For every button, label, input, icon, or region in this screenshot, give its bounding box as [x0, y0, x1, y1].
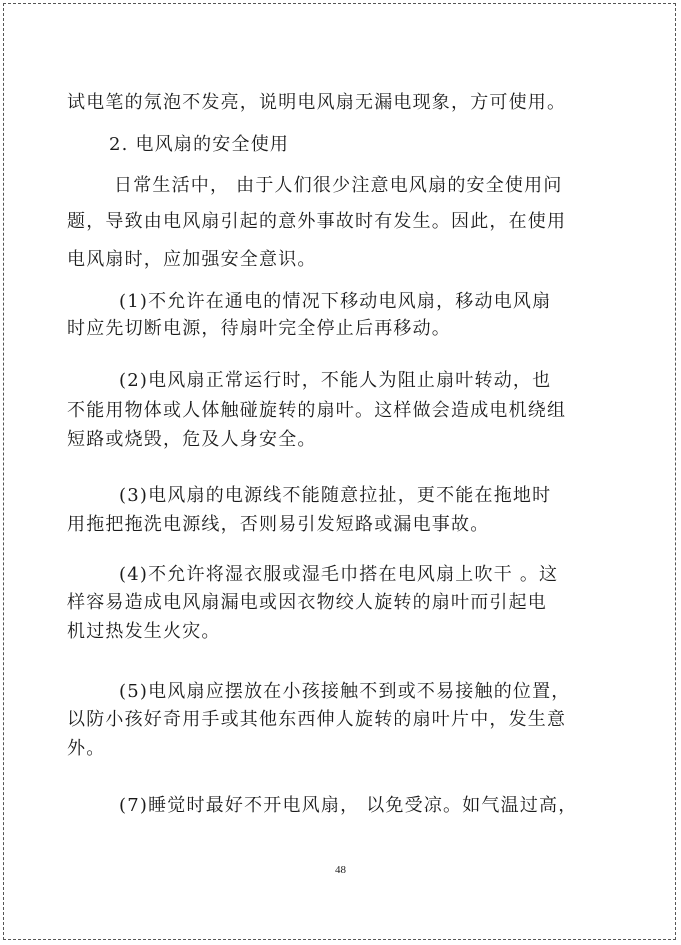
text-line: 电风扇时，应加强安全意识。: [67, 249, 317, 270]
text-line: 日常生活中， 由于人们很少注意电风扇的安全使用问: [114, 175, 563, 196]
text-line: (4)不允许将湿衣服或湿毛巾搭在电风扇上吹干 。这: [119, 564, 559, 585]
text-line: (7)睡觉时最好不开电风扇， 以免受凉。如气温过高，: [119, 795, 578, 816]
text-line: (2)电风扇正常运行时，不能人为阻止扇叶转动，也: [119, 370, 552, 391]
text-line: (3)电风扇的电源线不能随意拉扯，更不能在拖地时: [119, 485, 552, 506]
text-line: (1)不允许在通电的情况下移动电风扇，移动电风扇: [119, 291, 552, 312]
text-line: 时应先切断电源，待扇叶完全停止后再移动。: [67, 318, 451, 339]
page-number: 48: [335, 864, 346, 876]
text-line: 不能用物体或人体触碰旋转的扇叶。这样做会造成电机绕组: [67, 400, 567, 421]
text-line: (5)电风扇应摆放在小孩接触不到或不易接触的位置，: [119, 681, 571, 702]
text-line: 以防小孩好奇用手或其他东西伸人旋转的扇叶片中，发生意: [67, 709, 567, 730]
text-line: 机过热发生火灾。: [67, 621, 221, 642]
text-line: 用拖把拖洗电源线，否则易引发短路或漏电事故。: [67, 514, 490, 535]
text-line: 题，导致由电风扇引起的意外事故时有发生。因此，在使用: [67, 211, 567, 232]
text-line: 样容易造成电风扇漏电或因衣物绞人旋转的扇叶而引起电: [67, 592, 547, 613]
section-heading: 2. 电风扇的安全使用: [109, 134, 290, 155]
text-line: 试电笔的氖泡不发亮，说明电风扇无漏电现象，方可使用。: [67, 92, 567, 113]
text-line: 外。: [67, 738, 106, 759]
text-line: 短路或烧毁，危及人身安全。: [67, 429, 317, 450]
